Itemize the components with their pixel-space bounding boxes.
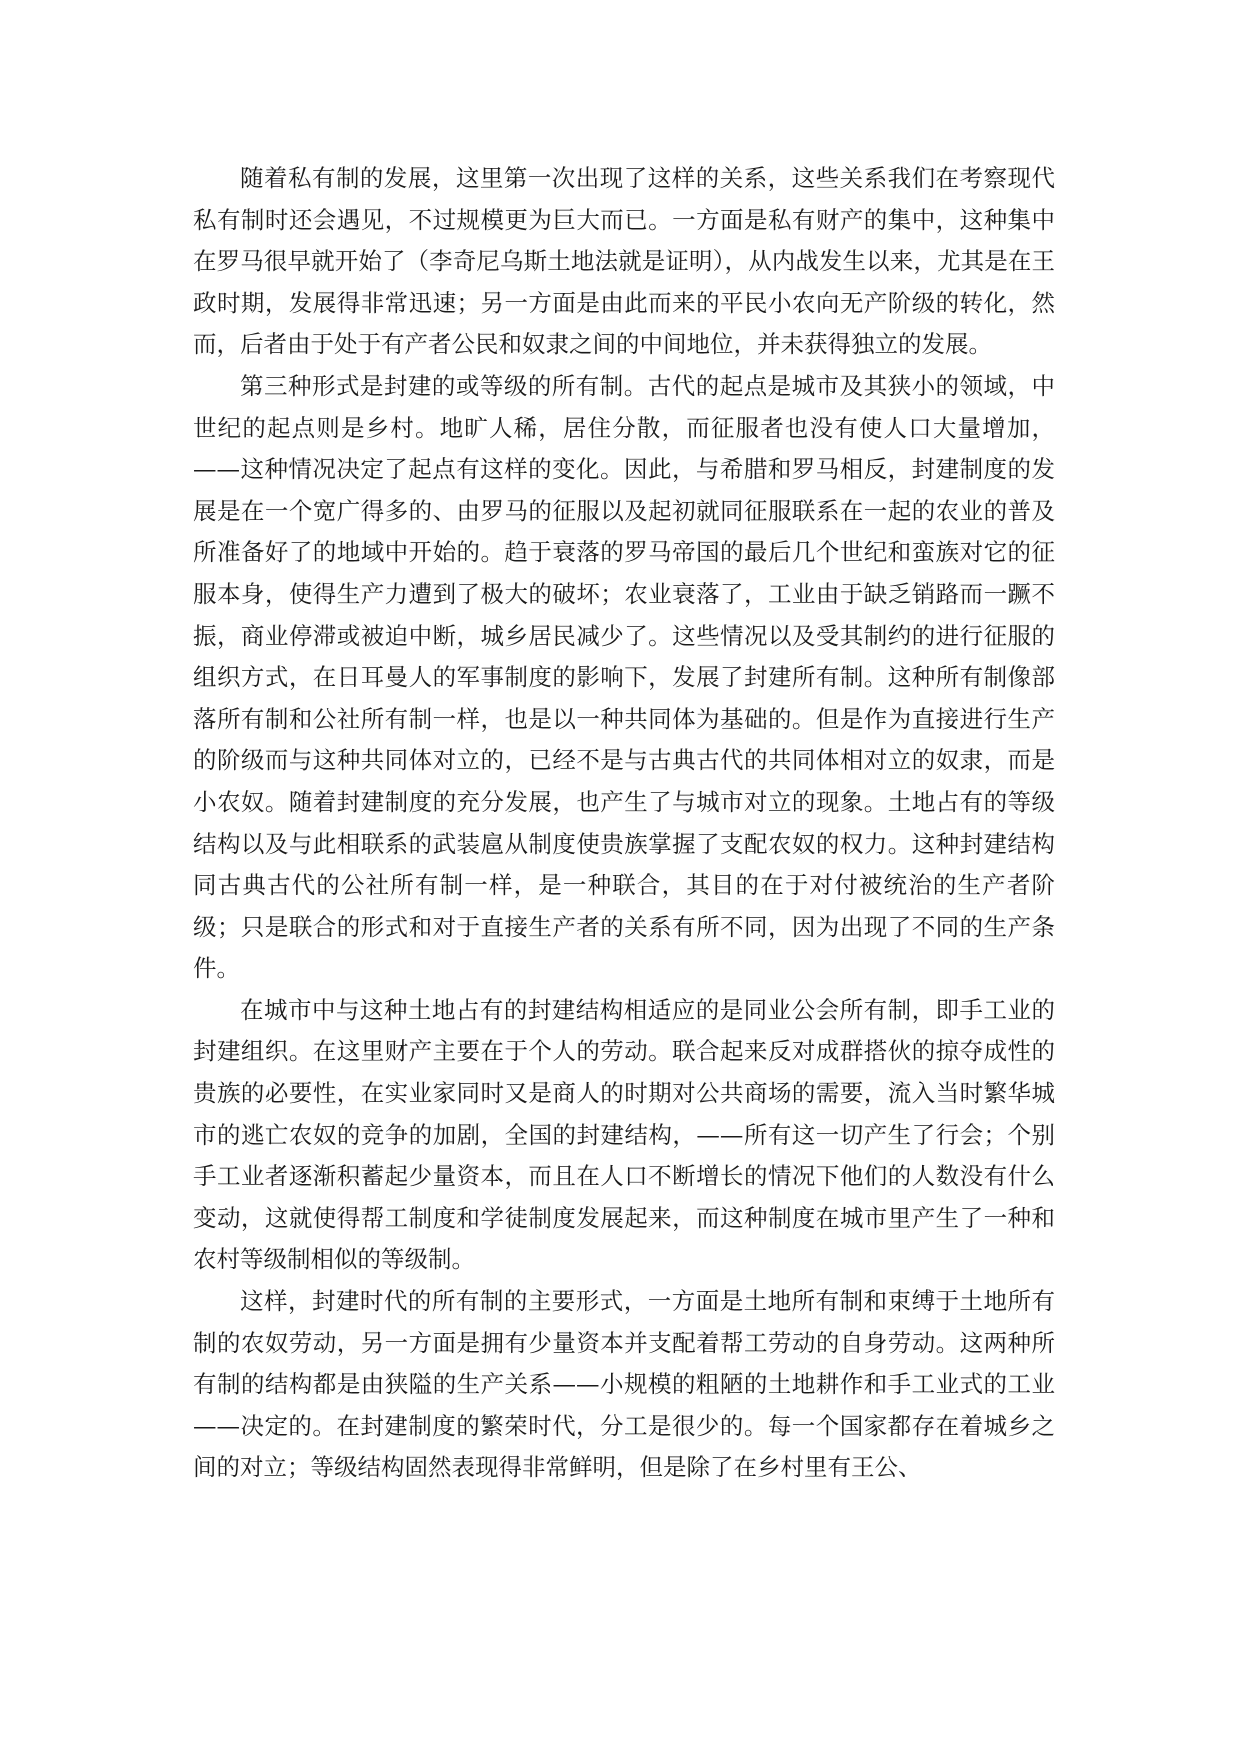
text-body (193, 158, 1055, 1489)
paragraph-private-property: 随着私有制的发展，这里第一次出现了这样的关系，这些关系我们在考察现代私有制时还会遇见，不过规模更为巨大而已。一方面是私有财产的集中，这种集中在罗马很早就开始了（李奇尼乌斯土地法就是证明），从内战发生以来，尤其是在王政时期，发展得非常迅速；另一方面是由此而来的平民小农向无产阶级的转化，然而，后者由于处于有产者公民和奴隶之间的中间地位，并未获得独立的发展。 (193, 164, 1055, 359)
paragraph-guild-ownership: 在城市中与这种土地占有的封建结构相适应的是同业公会所有制，即手工业的封建组织。在这里财产主要在于个人的劳动。联合起来反对成群搭伙的掠夺成性的贵族的必要性，在实业家同时又是商人的时期对公共商场的需要，流入当时繁华城市的逃亡农奴的竞争的加剧，全国的封建结构，——所有这一切产生了行会；个别手工业者逐渐积蓄起少量资本，而且在人口不断增长的情况下他们的人数没有什么变动，这就使得帮工制度和学徒制度发展起来，而这种制度在城市里产生了一种和农村等级制相似的等级制。 (193, 995, 1055, 1274)
paragraph-feudal-forms: 这样，封建时代的所有制的主要形式，一方面是土地所有制和束缚于土地所有制的农奴劳动，另一方面是拥有少量资本并支配着帮工劳动的自身劳动。这两种所有制的结构都是由狭隘的生产关系——小规模的粗陋的土地耕作和手工业式的工业——决定的。在封建制度的繁荣时代，分工是很少的。每一个国家都存在着城乡之间的对立；等级结构固然表现得非常鲜明，但是除了在乡村里有王公、 (193, 1287, 1055, 1482)
paragraph-feudal-ownership: 第三种形式是封建的或等级的所有制。古代的起点是城市及其狭小的领域，中世纪的起点则是乡村。地旷人稀，居住分散，而征服者也没有使人口大量增加，——这种情况决定了起点有这样的变化。因此，与希腊和罗马相反，封建制度的发展是在一个宽广得多的、由罗马的征服以及起初就同征服联系在一起的农业的普及所准备好了的地域中开始的。趋于衰落的罗马帝国的最后几个世纪和蛮族对它的征服本身，使得生产力遭到了极大的破坏；农业衰落了，工业由于缺乏销路而一蹶不振，商业停滞或被迫中断，城乡居民减少了。这些情况以及受其制约的进行征服的组织方式，在日耳曼人的军事制度的影响下，发展了封建所有制。这种所有制像部落所有制和公社所有制一样，也是以一种共同体为基础的。但是作为直接进行生产的阶级而与这种共同体对立的，已经不是与古典古代的共同体相对立的奴隶，而是小农奴。随着封建制度的充分发展，也产生了与城市对立的现象。土地占有的等级结构以及与此相联系的武装扈从制度使贵族掌握了支配农奴的权力。这种封建结构同古典古代的公社所有制一样，是一种联合，其目的在于对付被统治的生产者阶级；只是联合的形式和对于直接生产者的关系有所不同，因为出现了不同的生产条件。 (193, 371, 1055, 983)
